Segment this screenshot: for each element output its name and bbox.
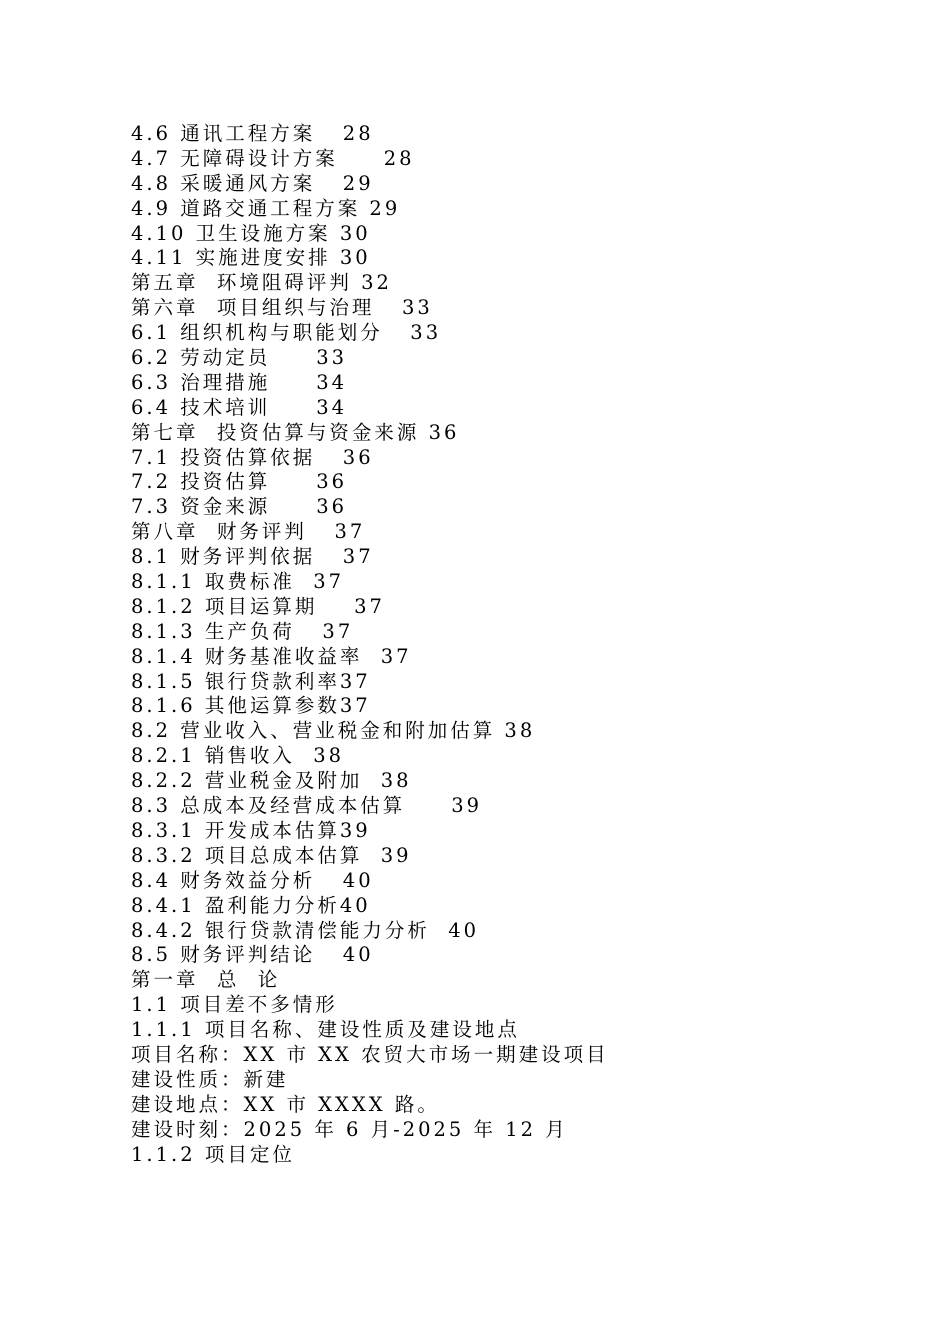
construction-time-line: 建设时刻：2025 年 6 月-2025 年 12 月 [131, 1117, 568, 1141]
section-1-1-1-heading: 1.1.1 项目名称、建设性质及建设地点 [131, 1018, 520, 1042]
toc-entry-4-11: 4.11 实施进度安排 30 [131, 246, 371, 270]
toc-entry-8-3-1: 8.3.1 开发成本估算39 [131, 818, 371, 842]
toc-entry-4-9: 4.9 道路交通工程方案 29 [131, 196, 401, 220]
toc-entry-8-4-1: 8.4.1 盈利能力分析40 [131, 893, 371, 917]
toc-entry-8-1-1: 8.1.1 取费标准 37 [131, 570, 345, 594]
toc-entry-chapter-7: 第七章 投资估算与资金来源 36 [131, 420, 460, 444]
toc-entry-4-6: 4.6 通讯工程方案 28 [131, 122, 374, 145]
toc-entry-8-4-2: 8.4.2 银行贷款清偿能力分析 40 [131, 918, 480, 942]
toc-entry-4-7: 4.7 无障碍设计方案 28 [131, 146, 415, 170]
toc-entry-8-2: 8.2 营业收入、营业税金和附加估算 38 [131, 719, 536, 743]
toc-entry-8-2-1: 8.2.1 销售收入 38 [131, 744, 345, 768]
toc-entry-6-4: 6.4 技术培训 34 [131, 395, 348, 419]
toc-entry-8-5: 8.5 财务评判结论 40 [131, 943, 374, 967]
toc-entry-7-2: 7.2 投资估算 36 [131, 470, 348, 494]
section-1-1-heading: 1.1 项目差不多情形 [131, 993, 338, 1017]
toc-entry-6-3: 6.3 治理措施 34 [131, 370, 348, 394]
project-name-line: 项目名称：XX 市 XX 农贸大市场一期建设项目 [131, 1042, 609, 1066]
toc-entry-chapter-6: 第六章 项目组织与治理 33 [131, 296, 433, 320]
construction-site-line: 建设地点：XX 市 XXXX 路。 [131, 1092, 440, 1116]
section-1-1-2-heading: 1.1.2 项目定位 [131, 1142, 295, 1166]
toc-entry-8-2-2: 8.2.2 营业税金及附加 38 [131, 769, 412, 793]
toc-entry-8-1-2: 8.1.2 项目运算期 37 [131, 594, 385, 618]
toc-entry-8-1: 8.1 财务评判依据 37 [131, 545, 374, 569]
toc-entry-6-2: 6.2 劳动定员 33 [131, 346, 348, 370]
toc-entry-chapter-8: 第八章 财务评判 37 [131, 520, 366, 544]
toc-entry-8-1-3: 8.1.3 生产负荷 37 [131, 619, 354, 643]
toc-entry-4-10: 4.10 卫生设施方案 30 [131, 221, 371, 245]
toc-entry-7-1: 7.1 投资估算依据 36 [131, 445, 374, 469]
toc-entry-chapter-5: 第五章 环境阻碍评判 32 [131, 271, 392, 295]
toc-entry-6-1: 6.1 组织机构与职能划分 33 [131, 321, 442, 345]
toc-entry-8-3-2: 8.3.2 项目总成本估算 39 [131, 843, 412, 867]
toc-entry-8-3: 8.3 总成本及经营成本估算 39 [131, 794, 483, 818]
toc-entry-8-1-6: 8.1.6 其他运算参数37 [131, 694, 371, 718]
toc-entry-7-3: 7.3 资金来源 36 [131, 495, 348, 519]
toc-entry-8-1-4: 8.1.4 财务基准收益率 37 [131, 644, 412, 668]
chapter-1-heading: 第一章 总 论 [131, 968, 281, 992]
document-body [131, 122, 891, 1167]
toc-entry-4-8: 4.8 采暖通风方案 29 [131, 171, 374, 195]
construction-nature-line: 建设性质：新建 [131, 1067, 289, 1091]
toc-entry-8-1-5: 8.1.5 银行贷款利率37 [131, 669, 371, 693]
toc-entry-8-4: 8.4 财务效益分析 40 [131, 868, 374, 892]
